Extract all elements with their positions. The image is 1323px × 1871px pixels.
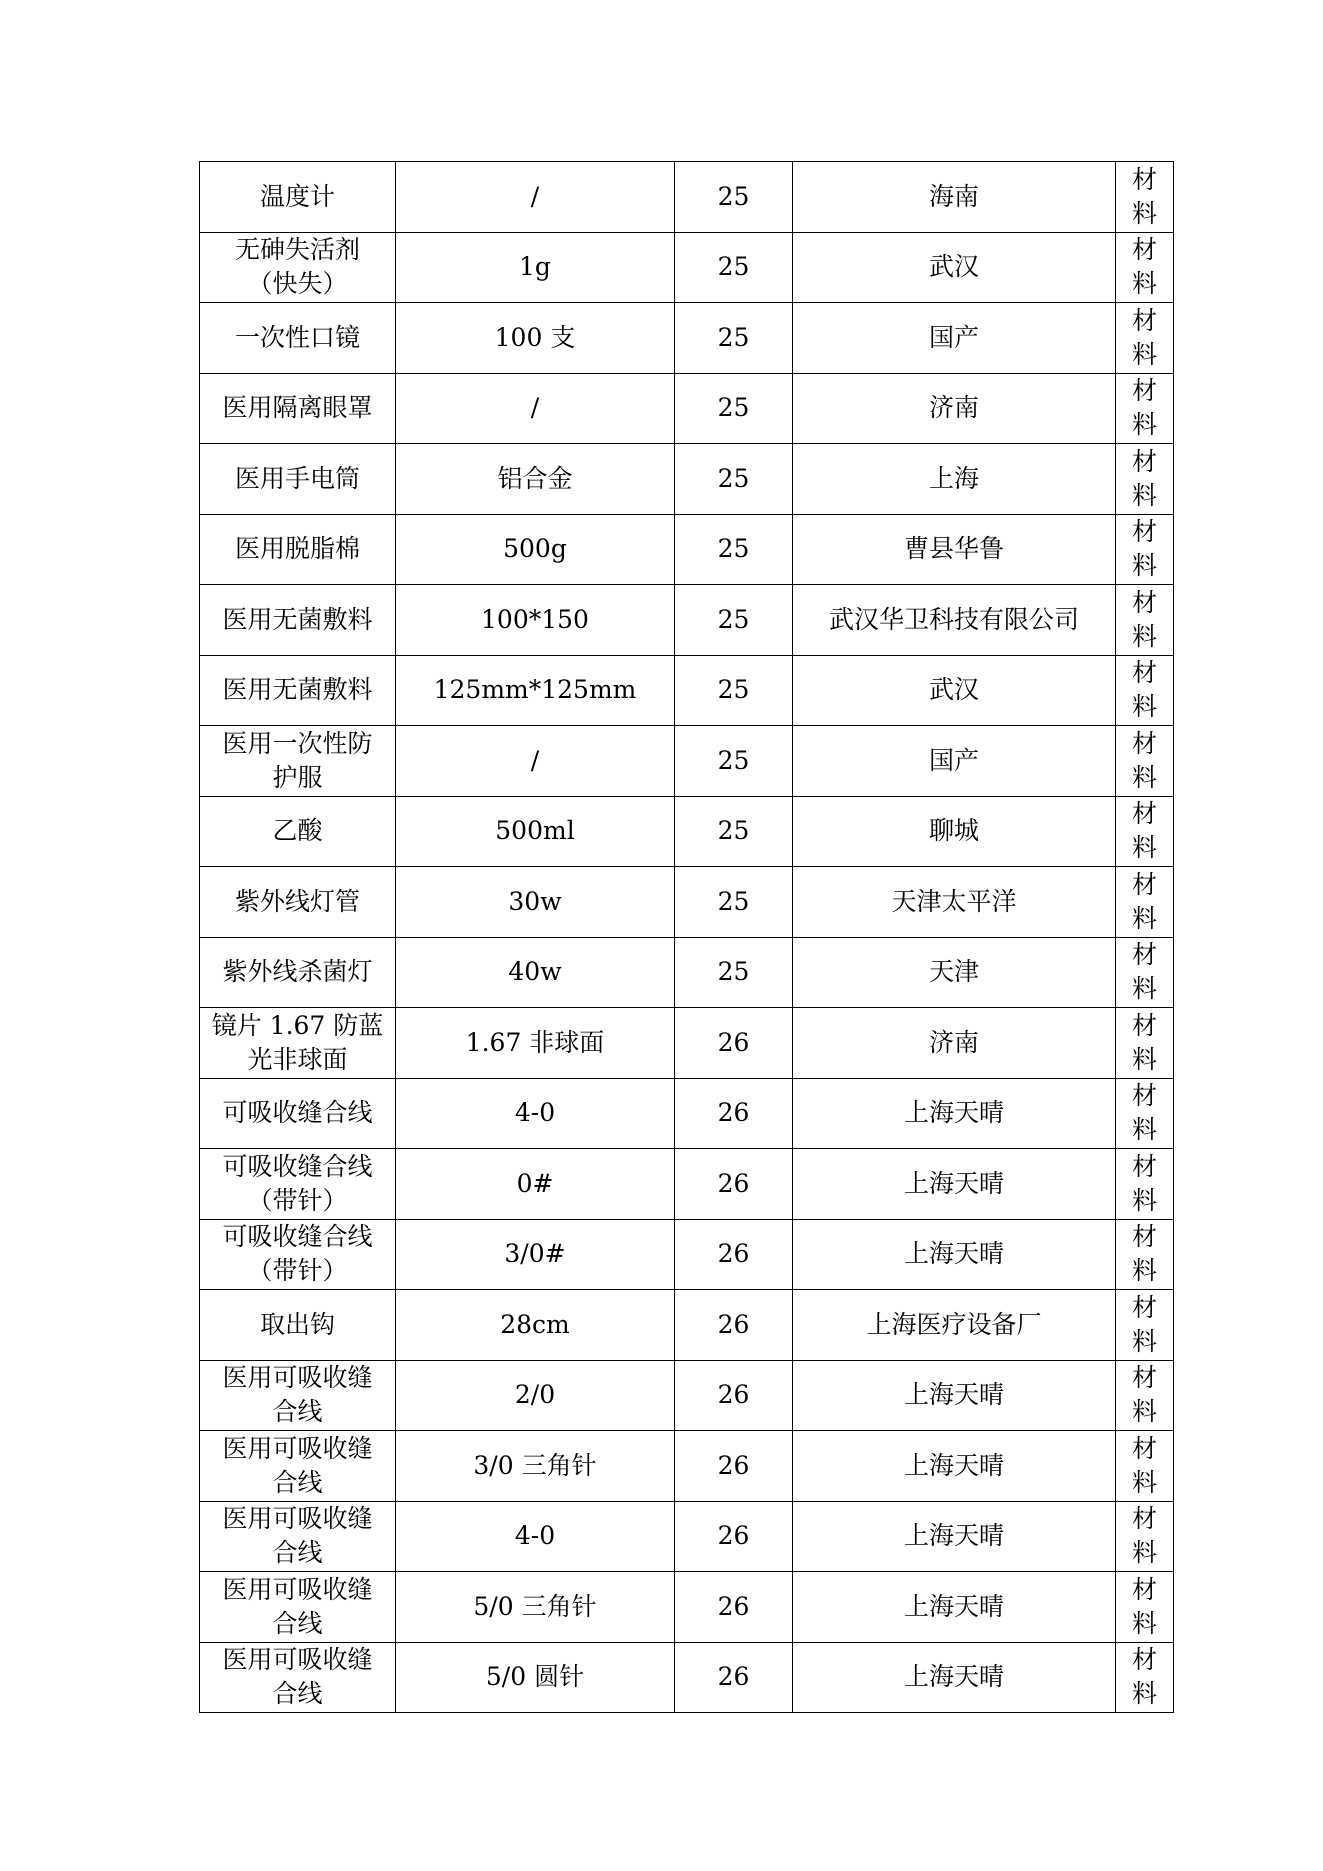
item-origin-cell-text: 济南 (928, 393, 979, 423)
item-number-cell-text: 26 (717, 1450, 750, 1480)
item-name-cell (200, 796, 396, 867)
item-number-cell-text: 25 (717, 463, 750, 493)
item-category-cell (1116, 303, 1174, 374)
item-spec-cell-text: 5/0 三角针 (473, 1591, 597, 1621)
item-origin-cell-text: 海南 (928, 181, 979, 211)
item-category-cell (1116, 1572, 1174, 1643)
item-origin-cell (793, 303, 1116, 374)
item-origin-cell (793, 1008, 1116, 1079)
item-name-cell (200, 162, 396, 233)
table-row (200, 514, 1174, 585)
item-name-cell-text: 医用脱脂棉 (234, 534, 360, 564)
item-name-cell (200, 1290, 396, 1361)
item-spec-cell (396, 1572, 675, 1643)
item-name-cell (200, 373, 396, 444)
item-category-cell (1116, 1008, 1174, 1079)
item-spec-cell (396, 1360, 675, 1431)
item-category-cell-text: 材料 (1131, 235, 1157, 299)
item-category-cell (1116, 1290, 1174, 1361)
item-category-cell-text: 材料 (1131, 517, 1157, 581)
item-origin-cell-text: 上海天晴 (903, 1168, 1004, 1198)
item-spec-cell (396, 1078, 675, 1149)
item-category-cell (1116, 585, 1174, 656)
item-name-cell (200, 303, 396, 374)
item-category-cell-text: 材料 (1131, 587, 1157, 651)
item-name-cell-text: 医用可吸收缝 合线 (222, 1504, 373, 1568)
item-spec-cell-text: 铝合金 (497, 463, 573, 493)
item-spec-cell-text: 100 支 (494, 322, 576, 352)
item-number-cell (675, 585, 793, 656)
item-origin-cell-text: 曹县华鲁 (903, 534, 1004, 564)
table-row (200, 1219, 1174, 1290)
item-origin-cell-text: 国产 (928, 745, 979, 775)
item-number-cell-text: 25 (717, 181, 750, 211)
item-number-cell (675, 867, 793, 938)
item-category-cell (1116, 655, 1174, 726)
item-number-cell-text: 26 (717, 1098, 750, 1128)
item-category-cell (1116, 1642, 1174, 1713)
item-number-cell (675, 726, 793, 797)
item-name-cell (200, 444, 396, 515)
table-row (200, 1149, 1174, 1220)
item-category-cell-text: 材料 (1131, 1433, 1157, 1497)
item-spec-cell (396, 937, 675, 1008)
item-spec-cell-text: 30w (508, 886, 562, 916)
item-origin-cell-text: 上海天晴 (903, 1239, 1004, 1269)
item-origin-cell-text: 上海天晴 (903, 1521, 1004, 1551)
item-origin-cell (793, 867, 1116, 938)
item-spec-cell (396, 444, 675, 515)
item-name-cell (200, 232, 396, 303)
item-origin-cell (793, 585, 1116, 656)
item-origin-cell (793, 1431, 1116, 1502)
item-number-cell-text: 26 (717, 1662, 750, 1692)
table-row (200, 655, 1174, 726)
item-category-cell-text: 材料 (1131, 799, 1157, 863)
item-origin-cell-text: 聊城 (928, 816, 979, 846)
item-origin-cell-text: 上海医疗设备厂 (866, 1309, 1042, 1339)
item-origin-cell (793, 373, 1116, 444)
item-origin-cell-text: 天津 (928, 957, 979, 987)
item-spec-cell (396, 162, 675, 233)
item-category-cell (1116, 232, 1174, 303)
item-number-cell-text: 26 (717, 1521, 750, 1551)
item-category-cell-text: 材料 (1131, 1292, 1157, 1356)
item-category-cell (1116, 1149, 1174, 1220)
item-name-cell-text: 医用可吸收缝 合线 (222, 1574, 373, 1638)
item-origin-cell (793, 1078, 1116, 1149)
item-spec-cell (396, 1219, 675, 1290)
item-category-cell (1116, 726, 1174, 797)
item-category-cell-text: 材料 (1131, 1010, 1157, 1074)
item-name-cell-text: 紫外线杀菌灯 (222, 957, 373, 987)
item-name-cell-text: 可吸收缝合线 (222, 1098, 373, 1128)
item-origin-cell (793, 1360, 1116, 1431)
table-row (200, 373, 1174, 444)
item-category-cell (1116, 867, 1174, 938)
item-number-cell-text: 26 (717, 1027, 750, 1057)
item-name-cell (200, 1360, 396, 1431)
item-spec-cell-text: 4-0 (514, 1098, 556, 1128)
item-spec-cell-text: 125mm*125mm (433, 675, 637, 705)
item-name-cell-text: 紫外线灯管 (234, 886, 360, 916)
item-origin-cell (793, 1642, 1116, 1713)
item-name-cell (200, 1078, 396, 1149)
table-row (200, 1290, 1174, 1361)
item-number-cell (675, 1572, 793, 1643)
item-spec-cell-text: 1g (519, 252, 551, 282)
item-number-cell (675, 1290, 793, 1361)
item-origin-cell-text: 上海 (928, 463, 979, 493)
item-category-cell-text: 材料 (1131, 1222, 1157, 1286)
table-row (200, 585, 1174, 656)
item-name-cell (200, 1572, 396, 1643)
item-category-cell-text: 材料 (1131, 164, 1157, 228)
table-row (200, 1431, 1174, 1502)
item-category-cell (1116, 162, 1174, 233)
item-spec-cell-text: 40w (508, 957, 562, 987)
item-spec-cell (396, 867, 675, 938)
item-category-cell-text: 材料 (1131, 305, 1157, 369)
item-spec-cell (396, 585, 675, 656)
table-row (200, 1008, 1174, 1079)
item-spec-cell-text: 3/0 三角针 (473, 1450, 597, 1480)
table-row (200, 232, 1174, 303)
table-row (200, 1501, 1174, 1572)
item-origin-cell-text: 天津太平洋 (891, 886, 1017, 916)
item-origin-cell-text: 国产 (928, 322, 979, 352)
item-spec-cell-text: / (530, 745, 540, 775)
table-body (200, 162, 1174, 1713)
item-number-cell-text: 25 (717, 322, 750, 352)
item-name-cell-text: 无砷失活剂 （快失） (234, 235, 360, 299)
item-number-cell-text: 26 (717, 1309, 750, 1339)
item-number-cell-text: 25 (717, 745, 750, 775)
item-number-cell-text: 25 (717, 816, 750, 846)
item-category-cell-text: 材料 (1131, 1574, 1157, 1638)
item-category-cell-text: 材料 (1131, 446, 1157, 510)
item-spec-cell (396, 232, 675, 303)
item-spec-cell-text: / (530, 181, 540, 211)
item-category-cell (1116, 937, 1174, 1008)
item-number-cell (675, 303, 793, 374)
item-spec-cell-text: / (530, 393, 540, 423)
item-spec-cell (396, 1290, 675, 1361)
item-number-cell (675, 232, 793, 303)
item-name-cell-text: 可吸收缝合线 （带针） (222, 1222, 373, 1286)
item-number-cell-text: 26 (717, 1239, 750, 1269)
item-name-cell (200, 1149, 396, 1220)
item-spec-cell-text: 3/0# (504, 1239, 566, 1269)
item-origin-cell (793, 1149, 1116, 1220)
item-number-cell (675, 655, 793, 726)
table-row (200, 1642, 1174, 1713)
item-name-cell-text: 镜片 1.67 防蓝 光非球面 (211, 1010, 384, 1074)
item-category-cell (1116, 514, 1174, 585)
materials-table (199, 161, 1174, 1713)
item-number-cell-text: 25 (717, 604, 750, 634)
item-category-cell-text: 材料 (1131, 376, 1157, 440)
item-name-cell (200, 1501, 396, 1572)
item-name-cell (200, 1219, 396, 1290)
item-spec-cell-text: 500g (503, 534, 567, 564)
item-number-cell (675, 444, 793, 515)
item-spec-cell (396, 1149, 675, 1220)
item-spec-cell (396, 514, 675, 585)
item-category-cell-text: 材料 (1131, 1645, 1157, 1709)
item-spec-cell (396, 796, 675, 867)
item-name-cell-text: 医用可吸收缝 合线 (222, 1433, 373, 1497)
item-name-cell-text: 乙酸 (272, 816, 323, 846)
item-category-cell (1116, 796, 1174, 867)
item-number-cell (675, 1360, 793, 1431)
item-name-cell (200, 1642, 396, 1713)
item-number-cell (675, 1149, 793, 1220)
item-number-cell-text: 26 (717, 1380, 750, 1410)
item-number-cell-text: 25 (717, 393, 750, 423)
item-name-cell (200, 1008, 396, 1079)
item-number-cell (675, 162, 793, 233)
item-number-cell-text: 25 (717, 675, 750, 705)
table-row (200, 444, 1174, 515)
item-name-cell-text: 医用隔离眼罩 (222, 393, 373, 423)
item-name-cell-text: 医用一次性防 护服 (222, 728, 373, 792)
item-name-cell (200, 867, 396, 938)
item-category-cell-text: 材料 (1131, 658, 1157, 722)
item-spec-cell (396, 726, 675, 797)
item-number-cell-text: 25 (717, 252, 750, 282)
item-origin-cell (793, 796, 1116, 867)
item-name-cell-text: 医用手电筒 (234, 463, 360, 493)
item-number-cell (675, 1078, 793, 1149)
item-number-cell (675, 1642, 793, 1713)
item-origin-cell-text: 济南 (928, 1027, 979, 1057)
item-number-cell (675, 1431, 793, 1502)
item-name-cell-text: 医用可吸收缝 合线 (222, 1645, 373, 1709)
item-spec-cell (396, 655, 675, 726)
table-row (200, 867, 1174, 938)
item-number-cell (675, 514, 793, 585)
item-number-cell (675, 937, 793, 1008)
item-category-cell-text: 材料 (1131, 728, 1157, 792)
item-origin-cell (793, 444, 1116, 515)
item-category-cell (1116, 1360, 1174, 1431)
item-name-cell-text: 可吸收缝合线 （带针） (222, 1151, 373, 1215)
item-category-cell-text: 材料 (1131, 869, 1157, 933)
item-category-cell (1116, 1431, 1174, 1502)
item-number-cell (675, 796, 793, 867)
item-origin-cell (793, 162, 1116, 233)
item-number-cell-text: 26 (717, 1168, 750, 1198)
item-origin-cell (793, 514, 1116, 585)
item-name-cell-text: 一次性口镜 (234, 322, 360, 352)
item-category-cell-text: 材料 (1131, 1151, 1157, 1215)
item-number-cell-text: 26 (717, 1591, 750, 1621)
table-row (200, 1360, 1174, 1431)
item-spec-cell (396, 1431, 675, 1502)
item-origin-cell-text: 武汉 (928, 675, 979, 705)
item-origin-cell (793, 1572, 1116, 1643)
item-origin-cell-text: 上海天晴 (903, 1380, 1004, 1410)
item-category-cell-text: 材料 (1131, 940, 1157, 1004)
item-name-cell-text: 取出钩 (259, 1309, 335, 1339)
item-name-cell (200, 655, 396, 726)
item-origin-cell (793, 1219, 1116, 1290)
item-number-cell-text: 25 (717, 534, 750, 564)
item-origin-cell (793, 232, 1116, 303)
item-spec-cell (396, 1642, 675, 1713)
item-origin-cell (793, 1290, 1116, 1361)
table-row (200, 1078, 1174, 1149)
item-name-cell (200, 514, 396, 585)
item-number-cell (675, 1501, 793, 1572)
item-origin-cell-text: 上海天晴 (903, 1662, 1004, 1692)
item-category-cell (1116, 1501, 1174, 1572)
item-spec-cell (396, 373, 675, 444)
item-name-cell-text: 医用无菌敷料 (222, 675, 373, 705)
item-origin-cell-text: 上海天晴 (903, 1591, 1004, 1621)
item-origin-cell (793, 937, 1116, 1008)
item-category-cell-text: 材料 (1131, 1363, 1157, 1427)
table-row (200, 796, 1174, 867)
item-number-cell (675, 373, 793, 444)
item-spec-cell (396, 1501, 675, 1572)
item-spec-cell-text: 5/0 圆针 (485, 1662, 585, 1692)
item-name-cell-text: 医用无菌敷料 (222, 604, 373, 634)
table-row (200, 726, 1174, 797)
item-spec-cell (396, 1008, 675, 1079)
item-number-cell-text: 25 (717, 886, 750, 916)
item-spec-cell-text: 0# (516, 1168, 554, 1198)
item-category-cell (1116, 444, 1174, 515)
item-origin-cell-text: 上海天晴 (903, 1450, 1004, 1480)
item-category-cell-text: 材料 (1131, 1504, 1157, 1568)
item-origin-cell-text: 武汉 (928, 252, 979, 282)
item-origin-cell (793, 1501, 1116, 1572)
item-spec-cell (396, 303, 675, 374)
item-name-cell-text: 医用可吸收缝 合线 (222, 1363, 373, 1427)
item-spec-cell-text: 28cm (500, 1309, 570, 1339)
item-origin-cell-text: 武汉华卫科技有限公司 (828, 604, 1079, 634)
item-number-cell (675, 1219, 793, 1290)
item-origin-cell-text: 上海天晴 (903, 1098, 1004, 1128)
item-name-cell (200, 585, 396, 656)
item-spec-cell-text: 500ml (495, 816, 575, 846)
item-name-cell (200, 1431, 396, 1502)
item-name-cell-text: 温度计 (259, 181, 335, 211)
table-row (200, 303, 1174, 374)
item-origin-cell (793, 726, 1116, 797)
item-spec-cell-text: 1.67 非球面 (465, 1027, 605, 1057)
item-category-cell (1116, 373, 1174, 444)
item-category-cell-text: 材料 (1131, 1081, 1157, 1145)
item-spec-cell-text: 100*150 (481, 604, 589, 634)
item-spec-cell-text: 2/0 (514, 1380, 556, 1410)
item-number-cell (675, 1008, 793, 1079)
item-category-cell (1116, 1078, 1174, 1149)
item-origin-cell (793, 655, 1116, 726)
item-category-cell (1116, 1219, 1174, 1290)
item-name-cell (200, 937, 396, 1008)
item-spec-cell-text: 4-0 (514, 1521, 556, 1551)
table-row (200, 1572, 1174, 1643)
table-row (200, 162, 1174, 233)
item-number-cell-text: 25 (717, 957, 750, 987)
table-row (200, 937, 1174, 1008)
item-name-cell (200, 726, 396, 797)
